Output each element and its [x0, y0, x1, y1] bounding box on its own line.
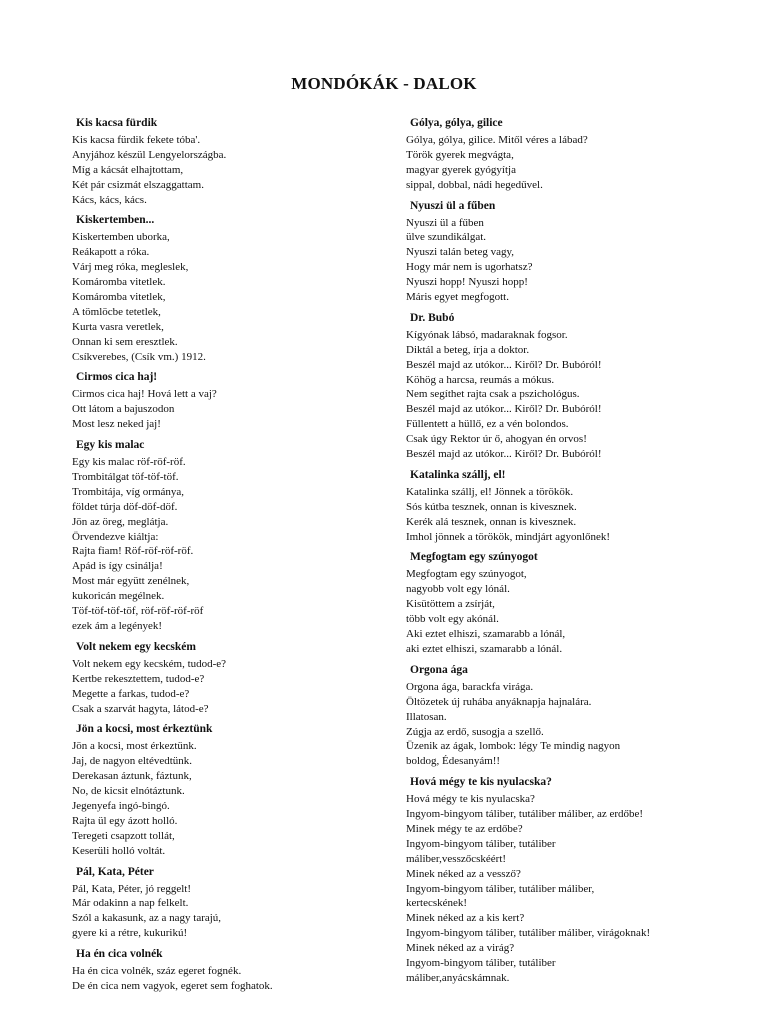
- poem-line: No, de kicsit elnótáztunk.: [72, 785, 185, 798]
- poem-line: Ingyom-bingyom táliber, tutáliber máliber, az erdőbe!: [406, 808, 644, 821]
- poem-line: Töf-töf-töf-töf, röf-röf-röf-röf: [72, 605, 204, 618]
- poem-line: Jegenyefa ingó-bingó.: [72, 799, 170, 812]
- poem-line: Csíkverebes, (Csík vm.) 1912.: [72, 350, 206, 363]
- poem-line: De én cica nem vagyok, egeret sem foghatok.: [72, 979, 273, 992]
- poem-line: Ha én cica volnék, száz egeret fognék.: [72, 965, 242, 978]
- poem-line: Nem segíthet rajta csak a pszichológus.: [406, 388, 580, 401]
- poem-line: Trombitája, víg ormánya,: [72, 485, 185, 498]
- poem-line: Két pár csizmát elszaggattam.: [72, 178, 204, 191]
- poem-line: Kígyónak lábsó, madaraknak fogsor.: [406, 328, 568, 341]
- poem-line: Cirmos cica haj! Hová lett a vaj?: [72, 388, 217, 401]
- poem-title: Egy kis malac: [76, 439, 145, 452]
- poem-line: ezek ám a legények!: [72, 619, 163, 632]
- poem-block: [72, 640, 402, 717]
- poem-line: Keserüli holló voltát.: [72, 844, 166, 857]
- poem-line: Már odakinn a nap felkelt.: [72, 897, 189, 910]
- poem-block: [406, 550, 746, 656]
- poem-line: Kertbe rekesztettem, tudod-e?: [72, 672, 205, 685]
- poem-line: Jön a kocsi, most érkeztünk.: [72, 740, 197, 753]
- poem-block: [72, 438, 402, 634]
- poem-title: Dr. Bubó: [410, 311, 455, 324]
- poem-title: Cirmos cica haj!: [76, 371, 158, 384]
- poem-line: Aki eztet elhiszi, szamarabb a lónál,: [406, 628, 566, 641]
- poem-line: Most már együtt zenélnek,: [72, 575, 190, 588]
- poem-line: Rajta fiam! Röf-röf-röf-röf.: [72, 545, 194, 558]
- poem-line: Hová mégy te kis nyulacska?: [406, 793, 535, 806]
- poem-line: Anyjához készül Lengyelországba.: [72, 148, 227, 161]
- poem-line: Ingyom-bingyom táliber, tutáliber máliber, virágoknak!: [406, 927, 651, 940]
- poem-title: Volt nekem egy kecském: [76, 640, 196, 653]
- poem-line: Gólya, gólya, gilice. Mitől véres a lábad?: [406, 134, 588, 146]
- poem-title: Katalinka szállj, el!: [410, 468, 506, 481]
- poem-line: Rajta ül egy ázott holló.: [72, 814, 178, 827]
- right-column: [406, 116, 746, 992]
- poem-line: Apád is így csinálja!: [72, 560, 163, 573]
- poem-block: [406, 116, 746, 193]
- poem-line: Kács, kács, kács.: [72, 193, 147, 206]
- poem-line: Komáromba vitetlek,: [72, 291, 166, 304]
- poem-line: máliber,anyácskámnak.: [406, 971, 510, 984]
- poem-line: Katalinka szállj, el! Jönnek a törökök.: [406, 485, 574, 498]
- poem-line: Ingyom-bingyom táliber, tutáliber máliber,: [406, 882, 595, 895]
- poem-line: Hogy már nem is ugorhatsz?: [406, 261, 533, 274]
- poem-line: Komáromba vitetlek.: [72, 276, 166, 289]
- poem-line: Nyuszi talán beteg vagy,: [406, 246, 515, 259]
- poem-line: Köhög a harcsa, reumás a mókus.: [406, 373, 555, 386]
- poem-line: ülve szundikálgat.: [406, 231, 487, 244]
- poem-line: Ingyom-bingyom táliber, tutáliber: [406, 837, 556, 850]
- poem-title: Kis kacsa fürdik: [76, 117, 158, 129]
- poem-title: Pál, Kata, Péter: [76, 865, 154, 878]
- poem-line: Beszél majd az utókor... Kiről? Dr. Bubóról!: [406, 358, 602, 371]
- poem-block: [72, 722, 402, 858]
- poem-line: Minek néked az a virág?: [406, 942, 515, 955]
- poem-line: Reákapott a róka.: [72, 246, 150, 259]
- poem-line: Jön az öreg, meglátja.: [72, 515, 169, 528]
- poem-line: Onnan ki sem eresztlek.: [72, 335, 178, 348]
- poem-line: gyere ki a rétre, kukurikú!: [72, 927, 188, 940]
- poem-line: Míg a kácsát elhajtottam,: [72, 163, 184, 176]
- poem-title: Orgona ága: [410, 663, 468, 676]
- poem-block: [72, 370, 402, 432]
- poem-line: Török gyerek megvágta,: [406, 148, 514, 161]
- poem-line: Szól a kakasunk, az a nagy tarajú,: [72, 912, 222, 925]
- poem-line: Zúgja az erdő, susogja a szellő.: [406, 725, 544, 738]
- poem-line: Megette a farkas, tudod-e?: [72, 687, 190, 700]
- poem-line: Ingyom-bingyom táliber, tutáliber: [406, 956, 556, 969]
- poem-line: Örvendezve kiáltja:: [72, 530, 159, 543]
- poem-line: Beszél majd az utókor... Kiről? Dr. Bubóról!: [406, 448, 602, 461]
- poem-line: Jaj, de nagyon eltévedtünk.: [72, 755, 193, 768]
- poem-title: Hová mégy te kis nyulacska?: [410, 776, 552, 789]
- poem-line: Kurta vasra veretlek,: [72, 320, 164, 333]
- poem-line: földet túrja döf-döf-döf.: [72, 500, 178, 513]
- poem-line: aki eztet elhiszi, szamarabb a lónál.: [406, 642, 563, 655]
- poem-line: Derekasan áztunk, fáztunk,: [72, 770, 192, 783]
- poem-block: [406, 775, 746, 986]
- poem-line: Csak a szarvát hagyta, látod-e?: [72, 702, 209, 715]
- poem-line: Beszél majd az utókor... Kiről? Dr. Bubóról!: [406, 403, 602, 416]
- poem-line: Most lesz neked jaj!: [72, 418, 161, 431]
- poem-title: Nyuszi ül a fűben: [410, 199, 496, 212]
- poem-line: Füllentett a hüllő, ez a vén bolondos.: [406, 418, 569, 431]
- poem-block: [406, 199, 746, 305]
- poem-line: Üzenik az ágak, lombok: légy Te mindig nagyon: [406, 740, 621, 753]
- poem-block: [72, 865, 402, 942]
- poem-line: Ott látom a bajuszodon: [72, 403, 175, 416]
- poem-block: [406, 468, 746, 545]
- page-title: MONDÓKÁK - DALOK: [291, 74, 477, 93]
- poem-line: Kiskertemben uborka,: [72, 231, 170, 244]
- poem-title: Jön a kocsi, most érkeztünk: [76, 723, 213, 736]
- poem-line: Trombitálgat töf-töf-töf.: [72, 471, 179, 484]
- poem-line: Öltözetek új ruhába anyáknapja hajnalára.: [406, 695, 592, 708]
- poem-line: kertecskének!: [406, 897, 468, 910]
- poem-block: [72, 116, 402, 207]
- poem-line: Imhol jönnek a törökök, mindjárt agyonlőnek!: [406, 530, 611, 543]
- poem-line: Csak úgy Rektor úr ő, ahogyan én orvos!: [406, 433, 587, 446]
- poem-line: sippal, dobbal, nádi hegedűvel.: [406, 178, 543, 191]
- poem-line: Teregeti csapzott tollát,: [72, 829, 175, 842]
- poem-title: Ha én cica volnék: [76, 948, 163, 961]
- poem-title: Kiskertemben...: [76, 214, 155, 227]
- poem-line: Orgona ága, barackfa virága.: [406, 680, 534, 693]
- left-column: [72, 116, 402, 1000]
- poem-line: boldog, Édesanyám!!: [406, 755, 501, 768]
- poem-title: Megfogtam egy szúnyogot: [410, 551, 538, 564]
- poem-block: [72, 947, 402, 994]
- poem-line: Nyuszi hopp! Nyuszi hopp!: [406, 276, 528, 289]
- poem-line: Megfogtam egy szúnyogot,: [406, 568, 527, 581]
- poem-title: Gólya, gólya, gilice: [410, 117, 503, 129]
- poem-block: [72, 213, 402, 364]
- poem-line: Kis kacsa fürdik fekete tóba'.: [72, 134, 201, 146]
- poem-line: nagyobb volt egy lónál.: [406, 583, 510, 596]
- poem-line: Minek mégy te az erdőbe?: [406, 822, 523, 835]
- poem-line: Minek néked az a kis kert?: [406, 912, 525, 925]
- poem-line: Illatosan.: [406, 710, 447, 723]
- poem-line: máliber,vesszőcskéért!: [406, 852, 507, 865]
- poem-line: Minek néked az a vessző?: [406, 867, 521, 880]
- poem-line: Pál, Kata, Péter, jó reggelt!: [72, 882, 191, 895]
- poem-line: magyar gyerek gyógyítja: [406, 163, 516, 176]
- poem-line: Kerék alá tesznek, onnan is kivesznek.: [406, 515, 577, 528]
- poem-block: [406, 663, 746, 769]
- poem-line: Kisütöttem a zsírját,: [406, 598, 495, 611]
- poem-line: Volt nekem egy kecském, tudod-e?: [72, 657, 227, 670]
- poem-line: Nyuszi ül a fűben: [406, 216, 484, 229]
- poem-block: [406, 311, 746, 462]
- poem-line: A tömlöcbe tetetlek,: [72, 305, 161, 318]
- poem-line: Egy kis malac röf-röf-röf.: [72, 456, 186, 469]
- poem-line: Sós kútba tesznek, onnan is kivesznek.: [406, 500, 577, 513]
- poem-line: több volt egy akónál.: [406, 613, 499, 626]
- poem-line: Diktál a beteg, írja a doktor.: [406, 343, 530, 356]
- poem-line: Máris egyet megfogott.: [406, 291, 509, 304]
- poem-line: kukoricán megélnek.: [72, 590, 165, 603]
- poem-line: Várj meg róka, megleslek,: [72, 261, 189, 274]
